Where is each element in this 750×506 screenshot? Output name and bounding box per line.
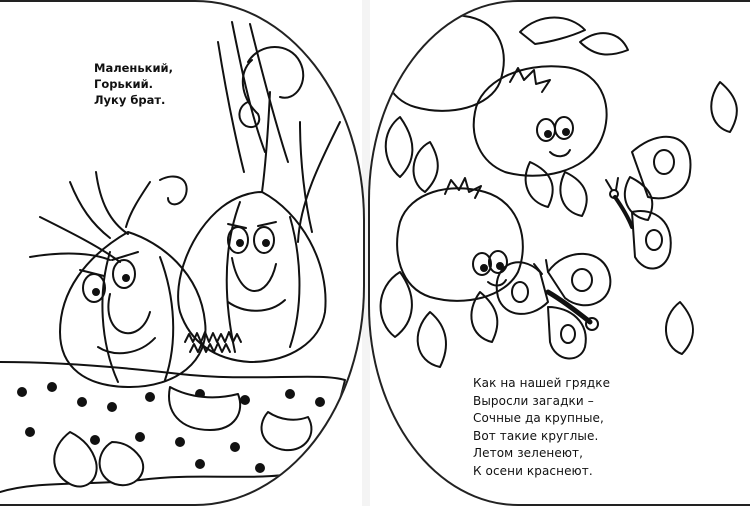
riddle-text (94, 60, 173, 108)
poem-line: Вот такие круглые. (473, 428, 599, 443)
riddle-line: Горький. (94, 77, 154, 91)
poem-line: Как на нашей грядке (473, 376, 611, 390)
riddle-line: Маленький, (94, 61, 173, 75)
poem-line: Сочные да крупные, (473, 411, 604, 425)
garlic-illustration (0, 2, 365, 506)
right-page (368, 0, 750, 506)
poem-text (473, 375, 610, 480)
left-page (0, 0, 365, 506)
poem-line: Выросли загадки – (473, 393, 594, 408)
poem-line: Летом зеленеют, (473, 446, 584, 460)
poem-line: К осени краснеют. (473, 463, 593, 478)
riddle-line: Луку брат. (94, 93, 166, 107)
